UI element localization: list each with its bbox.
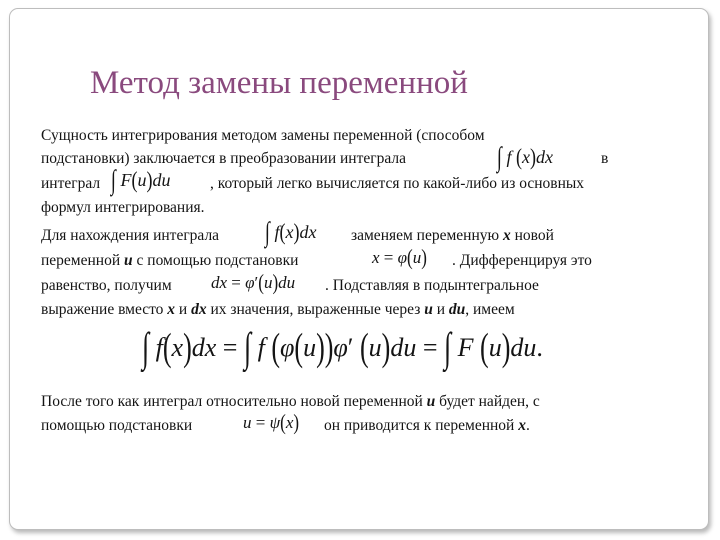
formula-integral-Fu-du: ∫ F(u)du: [111, 164, 171, 196]
text-line-3b: , который легко вычисляется по какой-либо из основных: [210, 175, 585, 192]
slide-title: Метод замены переменной: [90, 65, 468, 101]
text-line-4: формул интегрирования.: [41, 199, 205, 216]
formula-substitution-main: ∫ f(x)dx = ∫ f (φ(u))φ′ (u)du = ∫ F (u)du.: [142, 324, 543, 371]
text-line-10: помощью подстановки: [41, 417, 193, 434]
text-line-6: переменной u с помощью подстановки: [41, 252, 299, 269]
formula-dx-eq-phiprime-u-du: dx = φ′(u)du: [211, 270, 296, 295]
text-line-10b: он приводится к переменной x.: [324, 417, 530, 434]
text-line-8: выражение вместо x и dx их значения, выраженные через u и du, имеем: [41, 301, 515, 318]
text-line-2: подстановки) заключается в преобразовании интеграла: [41, 150, 406, 167]
text-line-6b: . Дифференцируя это: [452, 252, 592, 269]
text-line-1: Сущность интегрирования методом замены переменной (способом: [41, 127, 485, 144]
formula-integral-fx-dx-2: ∫ f(x)dx: [265, 216, 317, 248]
formula-integral-fx-dx: ∫ f (x)dx: [497, 141, 553, 173]
formula-x-eq-phi-u: x = φ(u): [372, 245, 427, 270]
formula-u-eq-psi-x: u = ψ(x): [243, 410, 300, 435]
slide: [9, 8, 709, 530]
text-line-7: равенство, получим: [41, 277, 172, 294]
text-line-7b: . Подставляя в подынтегральное: [325, 277, 539, 294]
text-line-2b: в: [601, 150, 609, 167]
text-line-3: интеграл: [41, 175, 101, 192]
text-line-5b: заменяем переменную x новой: [351, 227, 554, 244]
text-line-9: После того как интеграл относительно новой переменной u будет найден, с: [41, 393, 540, 410]
text-line-5: Для нахождения интеграла: [41, 227, 220, 244]
